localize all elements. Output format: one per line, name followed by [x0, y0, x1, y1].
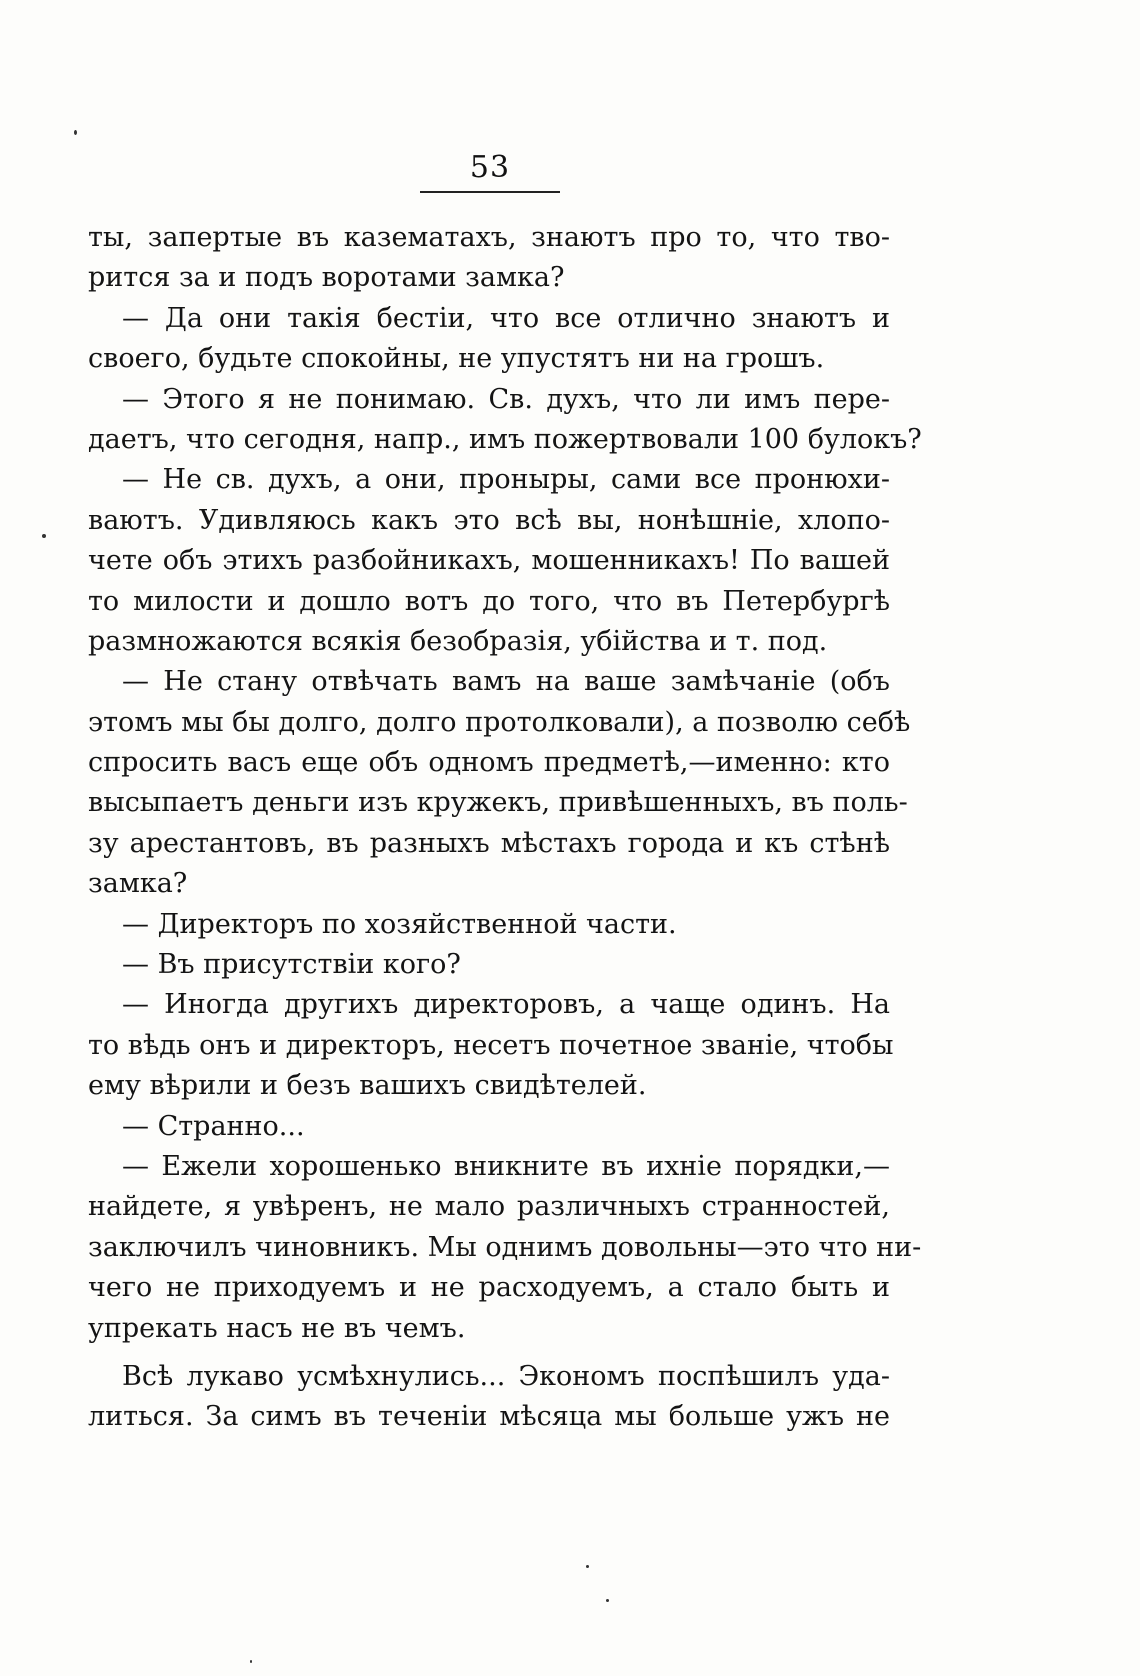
scan-speck [42, 534, 46, 538]
text-line: своего, будьте спокойны, не упустятъ ни на грошъ. [88, 343, 825, 375]
text-line: то милости и дошло вотъ до того, что въ Петербургѣ [88, 585, 890, 617]
text-line: упрекать насъ не въ чемъ. [88, 1312, 466, 1344]
text-line: ему вѣрили и безъ вашихъ свидѣтелей. [88, 1070, 647, 1102]
text-line: — Директоръ по хозяйственной части. [122, 908, 677, 940]
body-text [88, 218, 922, 1438]
scan-speck [74, 130, 77, 135]
scan-speck [250, 1660, 252, 1663]
page-number: 53 [469, 150, 511, 185]
text-line: — Не св. духъ, а они, проныры, сами все пронюхи- [122, 464, 890, 496]
text-line: даетъ, что сегодня, напр., имъ пожертвовали 100 булокъ? [88, 423, 922, 455]
text-line: рится за и подъ воротами замка? [88, 262, 565, 294]
header-rule [420, 191, 560, 193]
text-line: — Ежели хорошенько вникните въ ихніе порядки,— [122, 1150, 890, 1182]
text-line: — Да они такія бестіи, что все отлично знаютъ и [122, 302, 890, 334]
text-line: ваютъ. Удивляюсь какъ это всѣ вы, нонѣшніе, хлопо- [88, 504, 890, 536]
text-line: высыпаетъ деньги изъ кружекъ, привѣшенныхъ, въ поль- [88, 787, 908, 819]
text-line: размножаются всякія безобразія, убійства и т. под. [88, 625, 828, 657]
text-line: ты, запертые въ казематахъ, знаютъ про то, что тво- [88, 222, 890, 253]
text-line: Всѣ лукаво усмѣхнулись... Экономъ поспѣшилъ уда- [122, 1360, 890, 1392]
scan-speck [586, 1565, 589, 1568]
text-line: то вѣдь онъ и директоръ, несетъ почетное званіе, чтобы [88, 1029, 894, 1061]
text-line: — Этого я не понимаю. Св. духъ, что ли имъ пере- [122, 383, 890, 415]
text-line: заключилъ чиновникъ. Мы однимъ довольны—это что ни- [88, 1231, 922, 1263]
text-line: этомъ мы бы долго, долго протолковали), а позволю себѣ [88, 706, 911, 738]
text-line: замка? [88, 868, 188, 900]
text-line: найдете, я увѣренъ, не мало различныхъ странностей, [88, 1191, 890, 1223]
text-line: зу арестантовъ, въ разныхъ мѣстахъ города и къ стѣнѣ [88, 827, 890, 859]
text-line: — Иногда другихъ директоровъ, а чаще одинъ. На [122, 989, 890, 1021]
text-line: спросить васъ еще объ одномъ предметѣ,—именно: кто [88, 747, 890, 779]
text-line: — Странно... [122, 1110, 305, 1142]
text-line: литься. За симъ въ теченіи мѣсяца мы больше ужъ не [88, 1401, 890, 1433]
text-line: чете объ этихъ разбойникахъ, мошенникахъ! По вашей [88, 545, 890, 577]
text-line: — Въ присутствіи кого? [122, 949, 461, 981]
text-line: чего не приходуемъ и не расходуемъ, а стало быть и [88, 1272, 890, 1304]
text-line: — Не стану отвѣчать вамъ на ваше замѣчаніе (объ [122, 666, 890, 698]
scan-speck [606, 1599, 609, 1602]
